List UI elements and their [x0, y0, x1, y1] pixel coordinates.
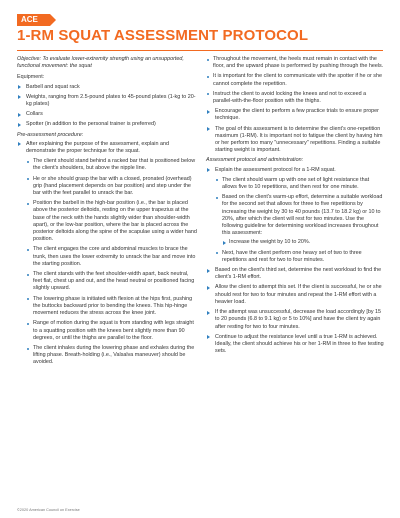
list-item: Instruct the client to avoid locking the knees and not to exceed a parallel-with-the-floor position with the thighs. — [206, 91, 384, 105]
list-item: The client should warm up with one set of light resistance that allows five to 10 repetitions, and then rest for one minute. — [215, 177, 384, 191]
admin-sub-list — [215, 177, 384, 264]
admin-intro-text: Explain the assessment protocol for a 1-RM squat. — [215, 166, 336, 173]
list-item: Range of motion during the squat is from standing with legs straight to a squatting position with the knees bent slightly more than 90 degrees, or until the thighs are parallel to the floor. — [26, 320, 197, 342]
pre-assessment-list — [17, 141, 197, 367]
list-item: The client should stand behind a racked bar that is positioned below the client's shoulders, but above the nipple line. — [26, 158, 197, 172]
equipment-list — [17, 84, 197, 129]
title-divider — [17, 50, 383, 51]
list-item: He or she should grasp the bar with a closed, pronated (overhead) grip (hand placement depends on bar position) and step under the bar with the feet parallel to unrack the bar. — [26, 176, 197, 198]
admin-label: Assessment protocol and administration: — [206, 157, 304, 164]
list-item: Allow the client to attempt this set. If the client is successful, he or she should rest for two to four minutes and repeat the 1-RM effort with a heavier load. — [206, 284, 384, 306]
left-column — [17, 56, 197, 370]
badge-arrow-icon — [50, 14, 56, 26]
ace-badge-label: ACE — [21, 15, 38, 24]
pre-intro-text: After explaining the purpose of the assessment, explain and demonstrate the proper technique for the squat. — [26, 140, 169, 155]
list-item: It is important for the client to communicate with the spotter if he or she cannot complete the repetition. — [206, 73, 384, 87]
ace-badge — [17, 14, 50, 26]
guideline-list — [222, 239, 384, 246]
list-item — [215, 194, 384, 246]
objective-text: Objective: To evaluate lower-extremity strength using an unsupported, functional movement: the squat — [17, 56, 184, 70]
pre-steps-list — [26, 158, 197, 366]
list-item: The lowering phase is initiated with flexion at the hips first, pushing the buttocks backward prior to bending the knees. This hip-hinge movement reduces the stress across the knee joint. — [26, 296, 197, 318]
list-item: Based on the client's third set, determine the next workload to find the client's 1-RM effort. — [206, 267, 384, 281]
list-item: Spotter (in addition to the personal trainer is preferred) — [17, 121, 197, 128]
list-item: The client inhales during the lowering phase and exhales during the lifting phase. Breath-holding (i.e., Valsalva maneuver) should be avoided. — [26, 345, 197, 367]
list-item: Next, have the client perform one heavy set of two to three repetitions and rest for two to four minutes. — [215, 250, 384, 264]
list-item: The goal of this assessment is to determine the client's one-repetition maximum (1-RM). It is important not to fatigue the client by having him or her perform too many "unnecessary" repetitions. Finding a suitable starting weight is important. — [206, 126, 384, 155]
list-item: The client engages the core and abdominal muscles to brace the trunk, then uses the lower extremity to unrack the bar and move into the starting position. — [26, 246, 197, 268]
pre-assessment-more-list — [206, 108, 384, 154]
workload-text: Based on the client's warm-up effort, determine a suitable workload for the second set that allows for three to five repetitions by increasing the weight by 30 to 40 pounds (13.7 to 18.2 kg) or 10 to 20%, after which the client will rest for two minutes. Use the following guideline for determining workload increases throughout this assessment: — [222, 194, 383, 237]
list-item: Position the barbell in the high-bar position (i.e., the bar is placed above the posterior deltoids, resting on the upper trapezius at the base of the neck with the hands slightly wider than shoulder-width apart), or the low-bar position, where the bar is placed across the posterior deltoids along the spine of the scapulae using a wider hand position. — [26, 200, 197, 243]
list-item: Collars — [17, 111, 197, 118]
list-item — [17, 141, 197, 367]
list-item — [206, 167, 384, 264]
list-item: Increase the weight by 10 to 20%. — [222, 239, 384, 246]
list-item: Weights, ranging from 2.5-pound plates to 45-pound plates (1-kg to 20-kg plates) — [17, 94, 197, 108]
admin-list — [206, 167, 384, 356]
list-item: Throughout the movement, the heels must remain in contact with the floor, and the upward phase is performed by pushing through the heels. — [206, 56, 384, 70]
page-title: 1-RM SQUAT ASSESSMENT PROTOCOL — [17, 27, 309, 44]
list-item: Barbell and squat rack — [17, 84, 197, 91]
copyright-footer: ©2020 American Council on Exercise — [17, 508, 80, 512]
list-item: The client stands with the feet shoulder-width apart, back neutral, feet flat, chest up and out, and the head neutral or positioned facing slightly upward. — [26, 271, 197, 293]
list-item: Continue to adjust the resistance level until a true 1-RM is achieved. Ideally, the client should achieve his or her 1-RM in three to five testing sets. — [206, 334, 384, 356]
right-column — [206, 56, 384, 358]
list-item: If the attempt was unsuccessful, decrease the load accordingly [by 15 to 20 pounds (6.8 to 9.1 kg) or 5 to 10%] and have the client try again after resting for two to four minutes. — [206, 309, 384, 331]
pre-assessment-label: Pre-assessment procedure: — [17, 131, 84, 138]
continued-steps-list — [206, 56, 384, 105]
equipment-label: Equipment: — [17, 74, 45, 81]
list-item: Encourage the client to perform a few practice trials to ensure proper technique. — [206, 108, 384, 122]
